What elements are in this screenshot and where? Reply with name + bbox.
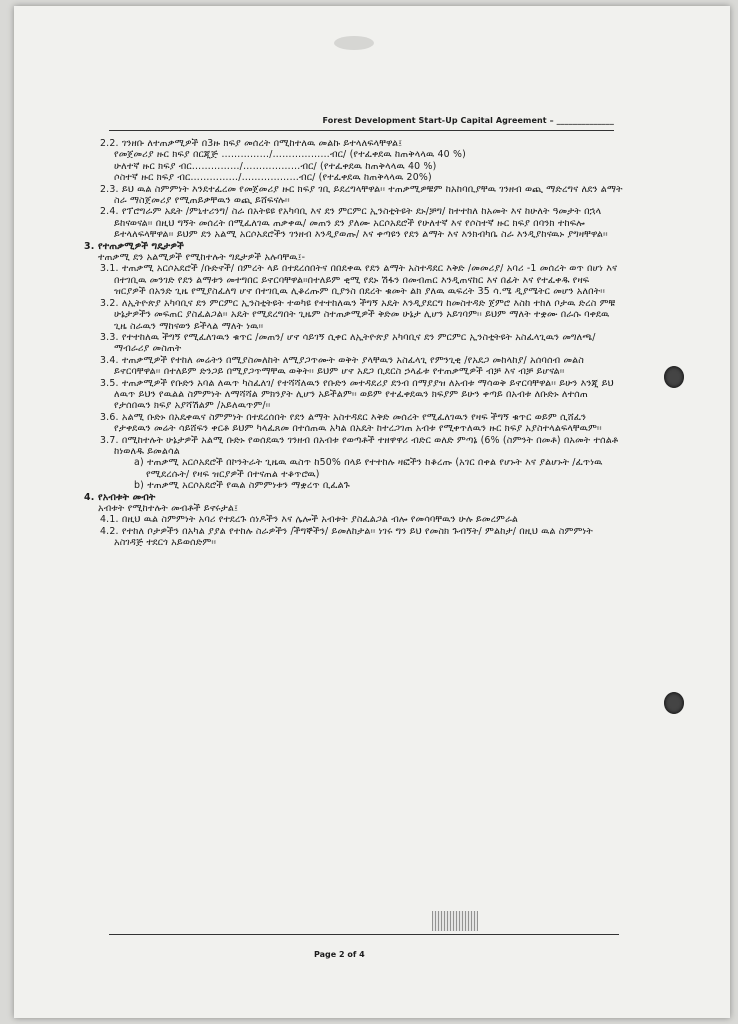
paragraph: ሶስተኛ ዙር ክፍያ ብር……………/………………ብር/ (የተፈቀደዉ ከጠቅላላዉ 20%) [114, 172, 432, 184]
paragraph: 3. የተጠቃሚዎች ግዴታዎች [84, 240, 184, 252]
document-body [84, 138, 624, 549]
paragraph: 4.1. በዚህ ዉል ስምምነት አባሪ የተደረጉ ሰነዶችን እና ሌሎች አብቱት ያስፈልጋል ብሎ የመሳባቸዉን ሁሉ ይመረምራል [100, 514, 519, 526]
page-header: Forest Development Start-Up Capital Agreement – ______________ [322, 116, 614, 125]
punch-hole [664, 692, 684, 714]
stamp-mark [432, 911, 478, 931]
header-rule [109, 130, 614, 131]
paragraph: 3.2. ለኢትዮጵያ አካባቢና ደን ምርምር ኢንስቲትዩት ተወካዩ የተተከለዉን ችግኝ አዴት እንዲያደርግ ከመስተዳድ ጀምሮ እስከ ተከለ ቦታዉ ድረስ ምቹ ሁኔታዎችን መፍጠር ያስፈልጋል፡፡ አዴት የሚደረግበት ጊዜም ስተጠቃሚዎች ቅድመ ሁኔታ ሊሆን አይገባም፡፡ ይህም ማለት ተቋሙ በራሱ ባቀደዉ ጊዜ ስራዉን ማከናወን ይችላል ማለት ነዉ፡፡ [100, 297, 619, 332]
page-number: Page 2 of 4 [314, 950, 365, 959]
paragraph: ሁለተኛ ዙር ክፍያ ብር……………/………………ብር/ (የተፈቀደዉ ከጠቅላላዉ 40 %) [114, 160, 437, 172]
paragraph: አብቱት የሚከተሉት መብቶች ይኖሩታል፤ [98, 503, 239, 514]
paragraph: ተጠቃሚ ደን አልሚዎች የሚከተሉት ግዴታዎች አሉባቸዉ፤- [98, 252, 306, 264]
paragraph: 3.3. የተተከለዉ ችግኝ የሚፈለገዉን ቁጥር /መጠን/ ሆኖ ሳይገኝ ሲቀር ለኢትዮጵያ አካባቢና ደን ምርምር ኢንስቲትዩት አስፈላጊዉን መግለጫ/ማብራሪያ መስጠት [100, 331, 596, 355]
paragraph: 2.4. የፕሮግራም አዴት /ምኒተሪንግ/ ስራ በአትዩዩ የአካባቢ እና ደን ምርምር ኢንስቲትዩት ደኑ/ቻግ/ ከተተከለ ከአመት እና ከሁለት ዓመታት በኋላ ይከናወናል፡፡ በዚህ ግኝት መሰረት በሚፈለገዉ ጠቃቀዉ/ መጠን ደን ያለሙ አርሶአደሮች የሁለተኛ እና የሶስተኛ ዙር ክፍያ በባንክ ተከፍሎ ይተላለፍላቸዋል፡፡ ይህም ደን አልሚ አርሶአደሮችን ገንዘብ እንዲያወጡ/ እና ቀጣዩን የደን ልማት እና እንክብካቤ ስራ እንዲያከናዉኑ ያግዛቸዋል፡፡ [100, 206, 608, 241]
paragraph: 4.2. የተከለ ቦታዎችን በአካል ያያል የተከሉ ስራዎችን /ችግኞችን/ ይመለከታል፡፡ ነገሩ ግን ይህ የመስክ ጉብኝት/ ምልከታ/ በዚህ ዉል ስምምነት አስገዳጅ ተደርጎ አይወሰድም፡፡ [100, 525, 597, 549]
paragraph: የመጀመሪያ ዙር ክፍያ በርጂጅ ……………/………………ብር/ (የተፈቀደዉ ከጠቅላላዉ 40 %) [114, 149, 466, 161]
paragraph: b) ተጠቃሚ አርሶአደሮች የዉል ስምምነቱን ማቋረጥ ቢፈልጉ [134, 480, 350, 492]
punch-hole [664, 366, 684, 388]
paragraph: 3.1. ተጠቃሚ አርሶአደሮች /ቡድኖች/ በምረት ላይ በተደረሰበትና በበደቀዉ የደን ልማት አስተዳደር እቅድ /መመሪያ/ አባሪ -1 መሰረት ወጥ በሆነ እና በተገቢዉ መንገድ የደን ልማቱን መተግበር ይኖርባቸዋል።በተለይም ቂሚ የደኑ ሽፋን በመብጠር እንዲጠናከር እና በፊት እና የተፈቀዱ የዛፍ ዝርያዎች በአንድ ጊዜ የሚያስፈለግ ሆኖ በተገቢዉ ሊቆረጡም ቢያንስ በደረት ቁመት ልክ ያለዉ ዉፍረት 35 ሳ.ሜ ዲያሜትር መሆን አለበት፡፡ [100, 263, 621, 298]
paragraph: 3.4. ተጠቃሚዎች የተከለ መሬትን በሚያስመለከት ለሚያጋጥሙት ወቅት ያላቸዉን አስፈላጊ የምንጊቂ /የአደጋ መከላከያ/ አሰባሰብ መልስ ይኖርባቸዋል፡፡ በተለይም ድንጋይ በሚያጋጥማቸዉ ወቅት፡፡ ይህም ሆኖ አደጋ ቢደርስ ኃላፊቱ የተጠቃሚዎች ብቻ እና ብቻ ይሆናል፡፡ [100, 354, 588, 378]
paragraph: 3.7. በሚከተሉት ሁኔታዎች አልሚ ቡድኑ የወሰደዉን ገንዘብ በአብቱ የወጣቶች ተዘዋዋሪ ብድር ወለድ ምጣኔ (6% (ስምንት በመቶ) በአመት ተሰልቶ ከነወለዱ ይመልሳል [100, 434, 622, 457]
paragraph: 3.5. ተጠቃሚዎች የቡድን አባል ለዉጥ ካስፈለገ/ የተሻሻለዉን የቡድን መተዳደሪያ ደንብ በማያያዝ ለአብቱ ማሳወቅ ይኖርባቸዋል፡፡ ይሁን እንጂ ይህ ለዉጥ ይህን የዉልል ስምምነት ለማሻሻል ምክንያት ሊሆን አይችልም፡፡ ወይም የተፈቀደዉን ክፍያም ይሁን ቀጣይ በአብቱ ለቡድኑ ለተሰጠ የታሰበዉን ክፍያ አያሻሽልም /አይለዉጥም/፡፡ [100, 377, 617, 412]
paragraph: 3.6. አልሚ ቡድኑ በአዴቀዉና ስምምነት በተደረሰበት የደን ልማት አስተዳደር እቅድ መሰረት የሚፈለገዉን የዛፍ ችግኝ ቁጥር ወይም ሲሸፈን የታቀደዉን መሬት ሳይሸፍን ቀርቶ ይህም ካላፈጸመ በተሰጠዉ አካል በአዴት ከተረጋገጠ አብቱ የሚቀጥለዉን ዙር ክፍያ አያስተላልፍላቸዉም፡፡ [100, 411, 602, 435]
scan-smudge [334, 36, 374, 50]
paragraph: 2.2. ገንዘቡ ለተጠቃሚዎች በ3ዙ ክፍያ መሰረት በሚከተለዉ መልኩ ይተላለፍላቸዋል፤ [100, 138, 403, 149]
paragraph: a) ተጠቃሚ አርሶአደሮች በኮንትራት ጊዜዉ ዉስጥ ከ50% በላይ የተተከሉ ዛፎችን ከቆረጡ (አገር በቀል የሆኑት እና ያልሆኑት /ፈጥነዉ የሚደረሱት/ የዛፍ ዝርያዎች በተናጠል ተቆጥሮዉ) [134, 457, 606, 480]
paragraph: 2.3. ይህ ዉል ስምምነት እንደተፈረመ የመጀመሪያ ዙር ክፍያ ገቢ ይደረግላቸዋል፡፡ ተጠቃሚዎቹም ከአከባቢያቸዉ ገንዘብ ወጪ ማድረግና ለደን ልማት ስራ ማስጀመሪያ የሚጠይቃቸዉን ወጪ ይሸፍናሉ፡፡ [100, 183, 626, 207]
document-page [14, 6, 730, 1018]
footer-rule [109, 934, 619, 935]
paragraph: 4. የአብቱት መብት [84, 491, 156, 503]
